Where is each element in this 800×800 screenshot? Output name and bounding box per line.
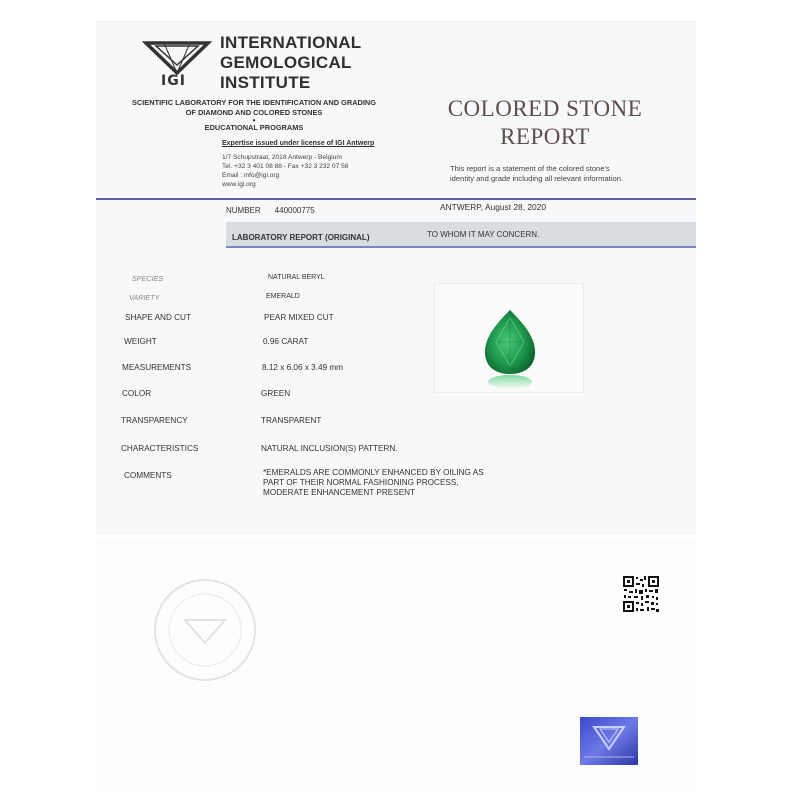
tagline-line-3: EDUCATIONAL PROGRAMS <box>204 123 304 132</box>
shape-cut-label: SHAPE AND CUT <box>125 313 191 322</box>
license-note: Expertise issued under license of IGI Antwerp <box>222 140 375 147</box>
transparency-value: TRANSPARENT <box>261 416 322 425</box>
report-location-date: ANTWERP, August 28, 2020 <box>440 202 546 212</box>
report-number-value: 440000775 <box>274 206 315 215</box>
report-title <box>400 95 690 151</box>
weight-value: 0.96 CARAT <box>263 337 309 346</box>
organization-name: INTERNATIONAL GEMOLOGICAL INSTITUTE <box>220 33 362 92</box>
lab-report-label: LABORATORY REPORT (ORIGINAL) <box>232 233 370 242</box>
addressee: TO WHOM IT MAY CONCERN. <box>427 230 540 239</box>
report-number-label: NUMBER <box>226 206 261 215</box>
report-description-line-2: identity and grade including all relevant information. <box>450 174 624 183</box>
tagline-bullet: • <box>252 116 256 125</box>
variety-label: VARIETY <box>129 293 160 302</box>
characteristics-value: NATURAL INCLUSION(S) PATTERN. <box>261 444 398 453</box>
report-number <box>226 206 315 215</box>
header-divider <box>96 198 696 200</box>
qr-code-icon[interactable] <box>622 575 660 613</box>
color-value: GREEN <box>261 389 291 398</box>
report-title-line-1: COLORED STONE <box>447 96 643 121</box>
comments-value: *EMERALDS ARE COMMONLY ENHANCED BY OILING AS PART OF THEIR NORMAL FASHIONING PROCESS, MODERATE ENHANCEMENT PRESENT <box>263 468 484 497</box>
address-line-2: Tel. +32 3 401 08 88 - Fax +32 3 232 07 58 <box>222 163 349 170</box>
transparency-label: TRANSPARENCY <box>121 416 188 425</box>
shape-cut-value: PEAR MIXED CUT <box>264 313 334 322</box>
address-line-1: 1/7 Schupstraat, 2018 Antwerp - Belgium <box>222 154 342 161</box>
report-description <box>450 164 660 184</box>
address-block <box>222 153 348 189</box>
tagline-line-1: SCIENTIFIC LABORATORY FOR THE IDENTIFICATION AND GRADING <box>131 98 377 107</box>
weight-label: WEIGHT <box>124 337 157 346</box>
embossed-seal-icon <box>150 575 260 685</box>
species-value: NATURAL BERYL <box>268 274 325 281</box>
logo-letters: IGI <box>161 73 186 89</box>
tagline-line-2: OF DIAMOND AND COLORED STONES <box>185 108 323 117</box>
report-description-line-1: This report is a statement of the colored stone's <box>450 164 610 173</box>
emerald-pear-icon <box>480 308 540 390</box>
measurements-label: MEASUREMENTS <box>122 363 192 372</box>
tagline <box>118 98 390 133</box>
address-line-4: www.igi.org <box>222 181 256 188</box>
hologram-sticker-icon <box>580 717 638 765</box>
report-title-line-2: REPORT <box>500 124 590 149</box>
address-line-3: Email : info@igi.org <box>222 172 280 179</box>
measurements-value: 8.12 x 6.06 x 3.49 mm <box>262 363 344 372</box>
species-label: SPECIES <box>132 274 164 283</box>
characteristics-label: CHARACTERISTICS <box>121 444 199 453</box>
lab-bar-divider <box>226 246 696 248</box>
color-label: COLOR <box>122 389 152 398</box>
comments-label: COMMENTS <box>124 471 172 480</box>
variety-value: EMERALD <box>266 293 300 300</box>
